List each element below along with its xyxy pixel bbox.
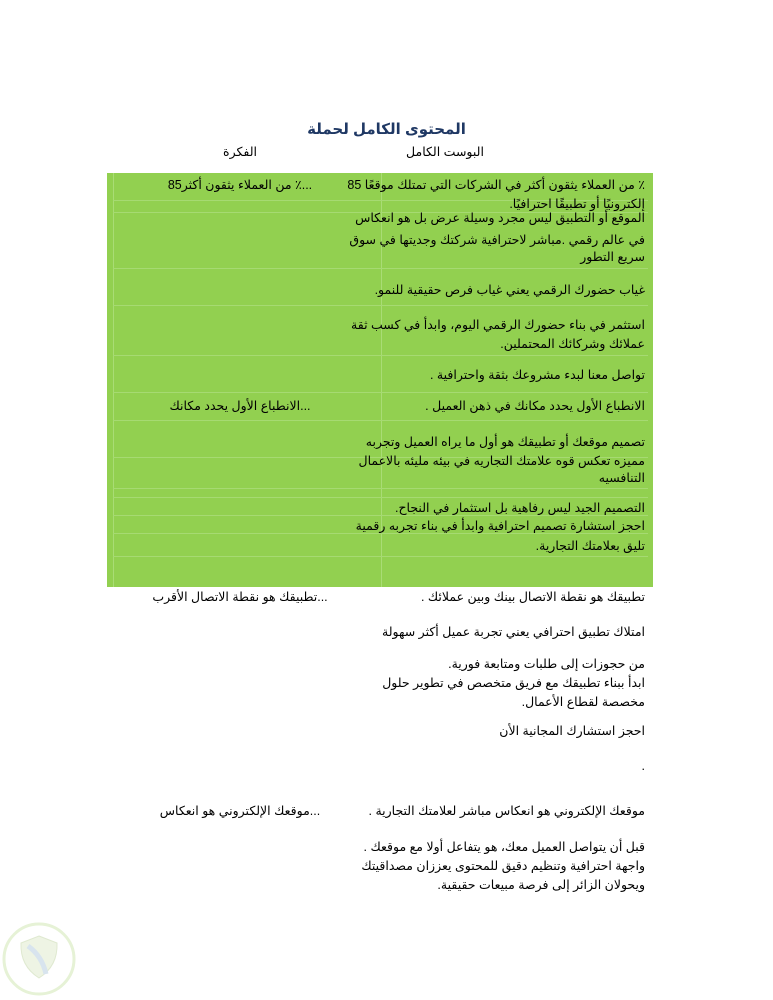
row-divider	[113, 556, 648, 557]
post-line: واجهة احترافية وتنظيم دقيق للمحتوى يعززان مصداقيتك	[361, 859, 645, 873]
column-header-post: البوست الكامل	[406, 145, 484, 159]
row-divider	[113, 355, 648, 356]
post-line: عملائك وشركائك المحتملين.	[500, 337, 645, 351]
idea-line: ...٪ من العملاء يثقون أكثر85	[167, 178, 313, 192]
post-line: تواصل معنا لبدء مشروعك بثقة واحترافية .	[429, 368, 645, 382]
post-line: من حجوزات إلى طلبات ومتابعة فورية.	[448, 657, 645, 671]
row-divider	[113, 268, 648, 269]
post-line: احجز استشارك المجانية الأن	[499, 724, 645, 738]
post-line: ويحولان الزائر إلى فرصة مبيعات حقيقية.	[437, 878, 645, 892]
post-line: تصميم موقعك أو تطبيقك هو أول ما يراه العميل وتجربه	[365, 435, 645, 449]
post-line: التنافسيه	[598, 471, 645, 485]
post-line: مخصصة لقطاع الأعمال.	[521, 695, 645, 709]
row-divider	[113, 392, 648, 393]
post-line: استثمر في بناء حضورك الرقمي اليوم، وابدأ في كسب ثقة	[351, 318, 645, 332]
post-line: امتلاك تطبيق احترافي يعني تجربة عميل أكثر سهولة	[382, 625, 645, 639]
post-line: إلكترونيًا أو تطبيقًا احترافيًا.	[509, 197, 645, 211]
post-line: ٪ من العملاء يثقون أكثر في الشركات التي تمتلك موقعًا 85	[347, 178, 645, 192]
idea-line: ...موقعك الإلكتروني هو انعكاس	[159, 804, 321, 818]
idea-line: ...الانطباع الأول يحدد مكانك	[169, 399, 311, 413]
idea-line: ...تطبيقك هو نقطة الاتصال الأقرب	[152, 590, 328, 604]
post-line: تليق بعلامتك التجارية.	[535, 539, 645, 553]
row-divider	[113, 488, 648, 489]
post-line: .	[641, 759, 645, 773]
post-line: ابدأ ببناء تطبيقك مع فريق متخصص في تطوير حلول	[382, 676, 645, 690]
row-divider	[113, 497, 648, 498]
row-divider	[113, 305, 648, 306]
post-line: قبل أن يتواصل العميل معك، هو يتفاعل أولا مع موقعك .	[363, 840, 645, 854]
post-line: احجز استشارة تصميم احترافية وابدأ في بناء تجربه رقمية	[355, 519, 645, 533]
post-line: تطبيقك هو نقطة الاتصال بينك وبين عملائك .	[420, 590, 645, 604]
post-line: مميزه تعكس قوه علامتك التجاريه في بيئه مليئه بالاعمال	[358, 454, 645, 468]
post-line: الموقع أو التطبيق ليس مجرد وسيلة عرض بل هو انعكاس	[355, 211, 645, 225]
column-header-idea: الفكرة	[223, 145, 257, 159]
post-line: التصميم الجيد ليس رفاهية بل استثمار في النجاح.	[395, 501, 645, 515]
post-line: موقعك الإلكتروني هو انعكاس مباشر لعلامتك التجارية .	[368, 804, 645, 818]
post-line: غياب حضورك الرقمي يعني غياب فرص حقيقية للنمو.	[374, 283, 645, 297]
post-line: سريع التطور	[580, 250, 645, 264]
post-line: الانطباع الأول يحدد مكانك في ذهن العميل .	[425, 399, 645, 413]
page-title: المحتوى الكامل لحملة	[307, 121, 466, 138]
post-line: في عالم رقمي .مباشر لاحترافية شركتك وجديتها في سوق	[349, 233, 645, 247]
watermark-logo	[2, 922, 76, 996]
row-divider	[113, 420, 648, 421]
table-border	[113, 173, 114, 587]
